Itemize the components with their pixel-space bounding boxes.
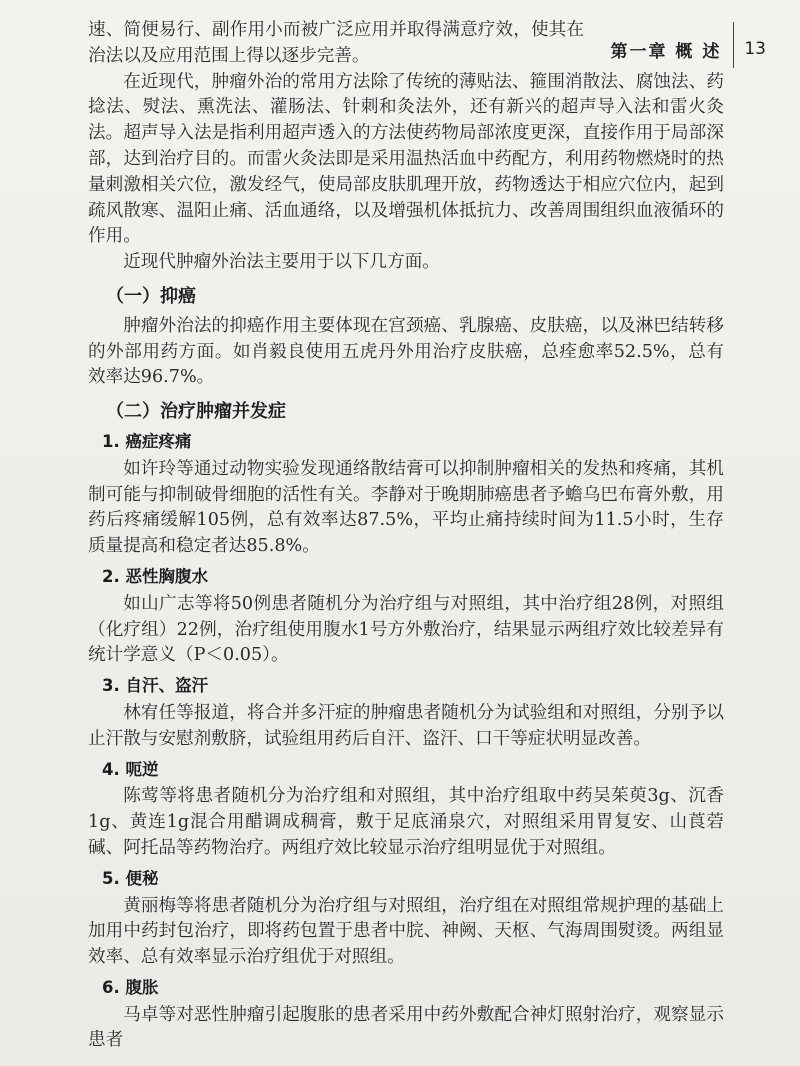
paragraph-continuation: 速、简便易行、副作用小而被广泛应用并取得满意疗效，使其在治法以及应用范围上得以逐步完善。 bbox=[88, 20, 584, 66]
paragraph-constipation: 黄丽梅等将患者随机分为治疗组与对照组，治疗组在对照组常规护理的基础上加用中药封包治疗，即将药包置于患者中脘、神阙、天枢、气海周围熨烫。两组显效率、总有效率显示治疗组优于对照组。 bbox=[88, 895, 724, 968]
paragraph-applications-intro: 近现代肿瘤外治法主要用于以下几方面。 bbox=[123, 252, 440, 273]
subheading-hiccup: 4. 呃逆 bbox=[102, 759, 159, 779]
subheading-cancer-pain: 1. 癌症疼痛 bbox=[102, 431, 192, 451]
paragraph-hiccup: 陈莺等将患者随机分为治疗组和对照组，其中治疗组取中药吴茱萸3g、沉香1g、黄连1g混合用醋调成稠膏，敷于足底涌泉穴，对照组采用胃复安、山莨菪碱、阿托品等药物治疗。两组疗效比较显示治疗组明显优于对照组。 bbox=[88, 786, 724, 858]
section-heading-anticancer: （一）抑癌 bbox=[106, 285, 196, 307]
paragraph-anticancer: 肿瘤外治法的抑癌作用主要体现在宫颈癌、乳腺癌、皮肤癌，以及淋巴结转移的外部用药方面。如肖毅良使用五虎丹外用治疗皮肤癌，总痊愈率52.5%，总有效率达96.7%。 bbox=[88, 315, 724, 388]
paragraph-sweating: 林宥任等报道，将合并多汗症的肿瘤患者随机分为试验组和对照组，分别予以止汗散与安慰剂敷脐，试验组用药后自汗、盗汗、口干等症状明显改善。 bbox=[88, 702, 724, 749]
page-number: 13 bbox=[744, 39, 766, 59]
paragraph-modern-methods: 在近现代，肿瘤外治的常用方法除了传统的薄贴法、箍围消散法、腐蚀法、药捻法、熨法、熏洗法、灌肠法、针刺和灸法外，还有新兴的超声导入法和雷火灸法。超声导入法是指利用超声透入的方法使药物局部浓度更深，直接作用于局部深部，达到治疗目的。而雷火灸法即是采用温热活血中药配方，利用药物燃烧时的热量刺激相关穴位，激发经气，使局部皮肤肌理开放，药物透达于相应穴位内，起到疏风散寒、温阳止痛、活血通络，以及增强机体抵抗力、改善周围组织血液循环的作用。 bbox=[88, 71, 724, 247]
paragraph-malignant-effusion: 如山广志等将50例患者随机分为治疗组与对照组，其中治疗组28例，对照组（化疗组）22例，治疗组使用腹水1号方外敷治疗，结果显示两组疗效比较差异有统计学意义（P＜0.05）。 bbox=[88, 593, 724, 666]
subheading-bloating: 6. 腹胀 bbox=[102, 977, 159, 997]
subheading-sweating: 3. 自汗、盗汗 bbox=[102, 676, 208, 696]
running-head: 第一章 概 述 bbox=[610, 41, 722, 62]
paragraph-bloating: 马卓等对恶性肿瘤引起腹胀的患者采用中药外敷配合神灯照射治疗，观察显示患者 bbox=[88, 1004, 724, 1051]
subheading-constipation: 5. 便秘 bbox=[102, 868, 159, 888]
page-content bbox=[88, 18, 724, 1054]
subheading-malignant-effusion: 2. 恶性胸腹水 bbox=[102, 566, 208, 586]
section-heading-complications: （二）治疗肿瘤并发症 bbox=[106, 401, 286, 423]
paragraph-cancer-pain: 如许玲等通过动物实验发现通络散结膏可以抑制肿瘤相关的发热和疼痛，其机制可能与抑制破骨细胞的活性有关。李静对于晚期肺癌患者予蟾乌巴布膏外敷，用药后疼痛缓解105例，总有效率达87.5%，平均止痛持续时间为11.5小时，生存质量提高和稳定者达85.8%。 bbox=[88, 458, 724, 557]
